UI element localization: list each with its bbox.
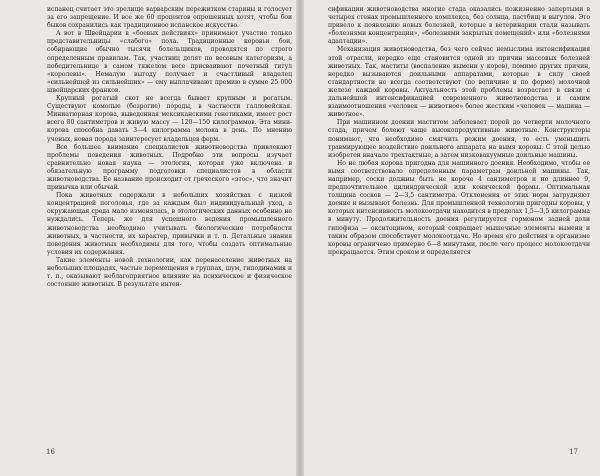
paragraph: При машинном доении маститом заболевает порой до четверти молочного стада, причем болеют чаще высокопродуктивные животные. Конструкторы понимают, что необходимо смягчить режим доения, то есть уменьшить травмирующее воздействие доильного аппарата на вымя коровы. С этой целью изобретен вначале трехтактные, а затем низковакуумные доильные машины. xyxy=(328,119,590,159)
paragraph: Но не любая корова пригодна для машинного доения. Необходимо, чтобы ее вымя соответствовало определенным параметрам доильной машины. Так, например, соски должны быть не короче 4 сантиметров и не длиннее 9, предпочтительнее цилиндрической или конической формы. Оптимальная толщина сосков — 2—3,5 сантиметра. Отклонения от этих норм затрудняют доение и вызывают болезнь. Для промышленной технологии пригодны коровы, у которых интенсивность молокоотдачи находится в пределах 1,5—3,5 килограмма в минуту. Продолжительность доения регулируется гормоном задней доли гипофиза — окситоцином, который сокращает мышечные элементы вымени и таким образом способствует молокоотдаче. Но время его действия в организме коровы ограничено примерно 6—8 минутами, после чего процесс молокоотдачи прекращается. Этим сроком и определяется xyxy=(328,159,590,256)
page-number: 17 xyxy=(569,448,578,456)
paragraph: сификации животноводства многие стада оказались пожизненно запертыми в четырех стенах промышленного комплекса, без солнца, пастбищ и выгулов. Это привело к появлению новых болезней, которые в ветеринарии стали называть «болезнями концентрации», «болезнями закрытых помещений» или «болезнями адаптации». xyxy=(328,6,590,46)
left-page-text xyxy=(47,6,292,289)
page-number: 16 xyxy=(46,448,55,456)
paragraph: Такие элементы новой технологии, как перенаселение животных на небольших площадях, частые перемещения в группах, шум, гиподинамия и т. п., оказывают неблагоприятное влияние на психическое и физическое состояние животных. В результате интен- xyxy=(47,256,292,289)
paragraph: Все большее внимание специалистов животноводства привлекают проблемы поведения животных. Подробно эти вопросы изучает сравнительно новая наука — этология, которая уже включена в обязательную программу подготовки специалистов в области животноводства. Ее название происходит от греческого «этос», что значит привычка или обычай. xyxy=(47,143,292,192)
paragraph: А вот в Швейцарии в «боевых действиях» принимают участие только представительницы «слабого» пола. Традиционные коровьи бои, собирающие обычно тысячи болельщиков, проводятся по строго определенным правилам. Так, участниц делят по весовым категориям, а победительнице в самом тяжелом весе присваивают почетный титул «королевы». Немалую выгоду получает и счастливый владелец «сильнейшей из сильнейших» — ему выплачивают премию в сумме 25 000 швейцарских франков. xyxy=(47,30,292,94)
paragraph: Крупный рогатый скот не всегда бывает крупным и рогатым. Существуют комолые (безрогие) породы, в частности галловейская. Миниатюрная корова, выведенная мексиканскими генетиками, имеет рост всего 80 сантиметров и живую массу — 120—150 килограммов. Эта мини-корова способна давать 3—4 килограмма молока в день. По мнению ученых, новая порода заинтересует владельцев ферм. xyxy=(47,95,292,143)
paragraph: Механизация животноводства, без чего сейчас немыслима интенсификация этой отрасли, нередко еще становится одной из причин массовых болезней животных. Так, маститы (воспаление вымени у коров), помимо других причин, нередко вызываются доильными аппаратами, которые в силу своей стандартности не всегда соответствуют (по величине и по форме) молочной железе каждой коровы. Актуальность этой проблемы возрастает в связи с дальнейшей интенсификацией современного животноводства и самим взаимоотношения «человек — животное» более жестким «человек — машина — животное». xyxy=(328,46,590,119)
paragraph: испанец считает это зрелище варварским пережитком старины и голосует за его запрещение. И все же 60 процентов опрошенных хотят, чтобы бои быков сохранились как традиционное испанское искусство. xyxy=(47,6,292,30)
right-page xyxy=(300,0,600,476)
paragraph: Пока животных содержали в небольших хозяйствах с низкой концентрацией поголовья, где за каждым был индивидуальный уход, а окружающая среда мало изменялась, в этологических данных особенно не нуждались. Теперь же для успешного ведения промышленного животноводства необходимо учитывать биологические потребности животных, в частности, их характер, привычки и т. п. Детальные знания поведения животных необходимы для того, чтобы создать оптимальные условия их содержания. xyxy=(47,192,292,256)
right-page-text xyxy=(328,6,590,257)
